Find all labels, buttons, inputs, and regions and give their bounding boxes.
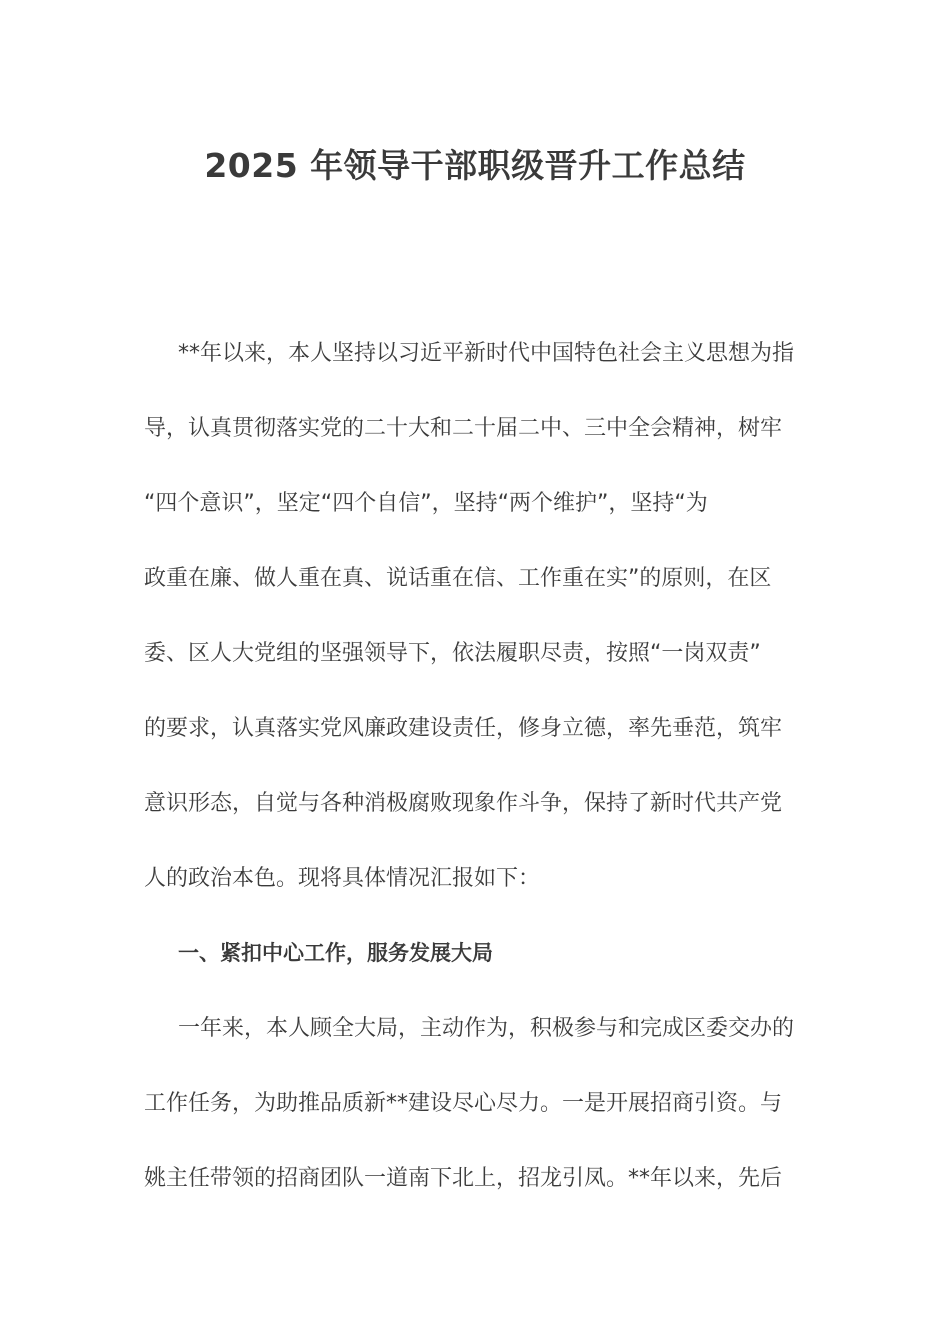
section-1-paragraph [144, 991, 806, 1216]
document-title: 2025 年领导干部职级晋升工作总结 [204, 146, 746, 185]
section-1-line-1: 一年来，本人顾全大局，主动作为，积极参与和完成区委交办的 [178, 1016, 795, 1041]
section-1-line-2: 工作任务，为助推品质新**建设尽心尽力。一是开展招商引资。与 [144, 1091, 783, 1116]
intro-line-8: 人的政治本色。现将具体情况汇报如下： [144, 866, 541, 891]
section-1-line-3: 姚主任带领的招商团队一道南下北上，招龙引凤。**年以来，先后 [144, 1166, 783, 1191]
intro-line-7: 意识形态，自觉与各种消极腐败现象作斗争，保持了新时代共产党 [144, 791, 783, 816]
intro-line-4: 政重在廉、做人重在真、说话重在信、工作重在实”的原则，在区 [144, 566, 772, 591]
section-1-heading: 一、紧扣中心工作，服务发展大局 [178, 941, 493, 965]
intro-line-2: 导，认真贯彻落实党的二十大和二十届二中、三中全会精神，树牢 [144, 416, 783, 441]
intro-line-3: “四个意识”，坚定“四个自信”，坚持“两个维护”，坚持“为 [144, 491, 708, 516]
intro-paragraph [144, 316, 806, 916]
intro-line-5: 委、区人大党组的坚强领导下，依法履职尽责，按照“一岗双责” [144, 641, 761, 666]
intro-line-1: **年以来，本人坚持以习近平新时代中国特色社会主义思想为指 [178, 341, 795, 366]
intro-line-6: 的要求，认真落实党风廉政建设责任，修身立德，率先垂范，筑牢 [144, 716, 783, 741]
document-body [144, 316, 806, 1216]
